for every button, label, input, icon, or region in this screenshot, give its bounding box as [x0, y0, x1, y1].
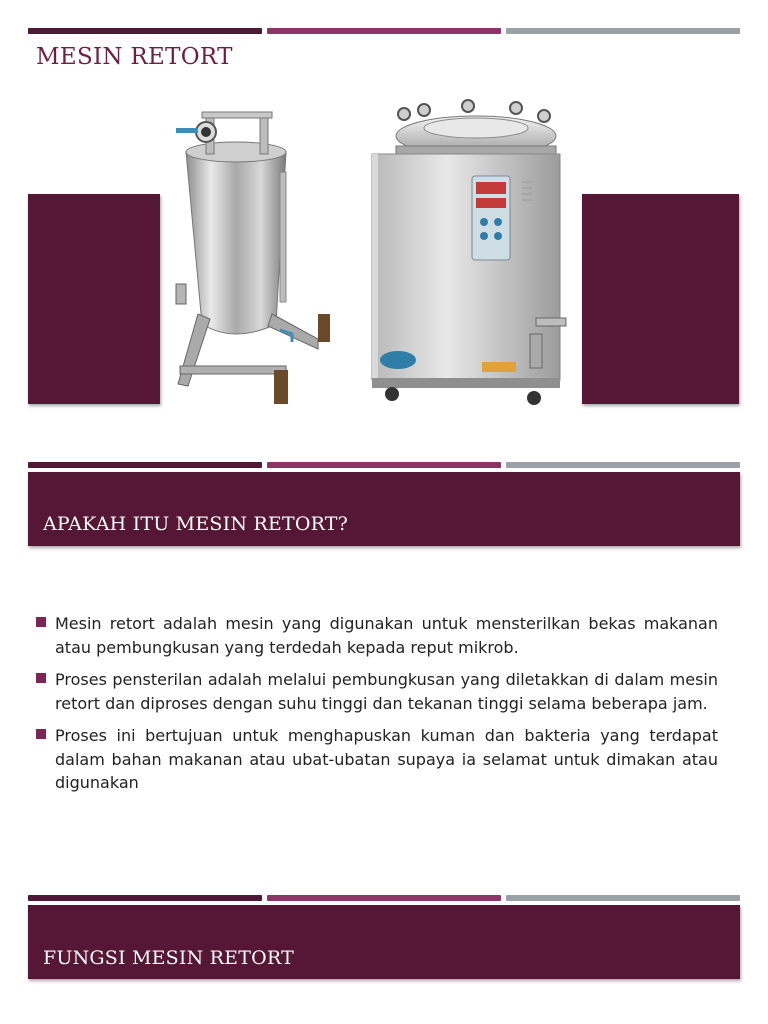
title-banner-fungsi	[28, 905, 740, 979]
stripe-gray	[506, 28, 740, 34]
decor-block-left	[28, 194, 160, 404]
list-item	[36, 612, 718, 659]
stripe-magenta	[267, 462, 501, 468]
stripe-magenta	[267, 28, 501, 34]
slide-title-apakah: APAKAH ITU MESIN RETORT?	[43, 513, 349, 535]
stripe-dark	[28, 28, 262, 34]
stripe-dark	[28, 895, 262, 901]
decor-block-right	[582, 194, 739, 404]
slide-title-mesin-retort: MESIN RETORT	[36, 44, 233, 70]
bullet-text: Proses ini bertujuan untuk menghapuskan kuman dan bakteria yang terdapat dalam bahan makanan atau ubat-ubatan supaya ia selamat untuk dimakan atau digunakan	[55, 726, 718, 792]
retort-autoclave-image	[356, 98, 574, 410]
list-item	[36, 724, 718, 795]
square-bullet-icon	[36, 729, 46, 739]
retort-cylinder-image	[168, 104, 346, 410]
stripe-gray	[506, 895, 740, 901]
stripe-dark	[28, 462, 262, 468]
title-banner-apakah	[28, 472, 740, 546]
bullet-text: Mesin retort adalah mesin yang digunakan untuk mensterilkan bekas makanan atau pembungkusan yang terdedah kepada reput mikrob.	[55, 614, 718, 657]
stripe-gray	[506, 462, 740, 468]
bullet-text: Proses pensterilan adalah melalui pembungkusan yang diletakkan di dalam mesin retort dan diproses dengan suhu tinggi dan tekanan tinggi selama beberapa jam.	[55, 670, 718, 713]
stripe-magenta	[267, 895, 501, 901]
slide-title-fungsi: FUNGSI MESIN RETORT	[43, 947, 294, 969]
square-bullet-icon	[36, 617, 46, 627]
bullet-list	[36, 612, 718, 804]
square-bullet-icon	[36, 673, 46, 683]
list-item	[36, 668, 718, 715]
